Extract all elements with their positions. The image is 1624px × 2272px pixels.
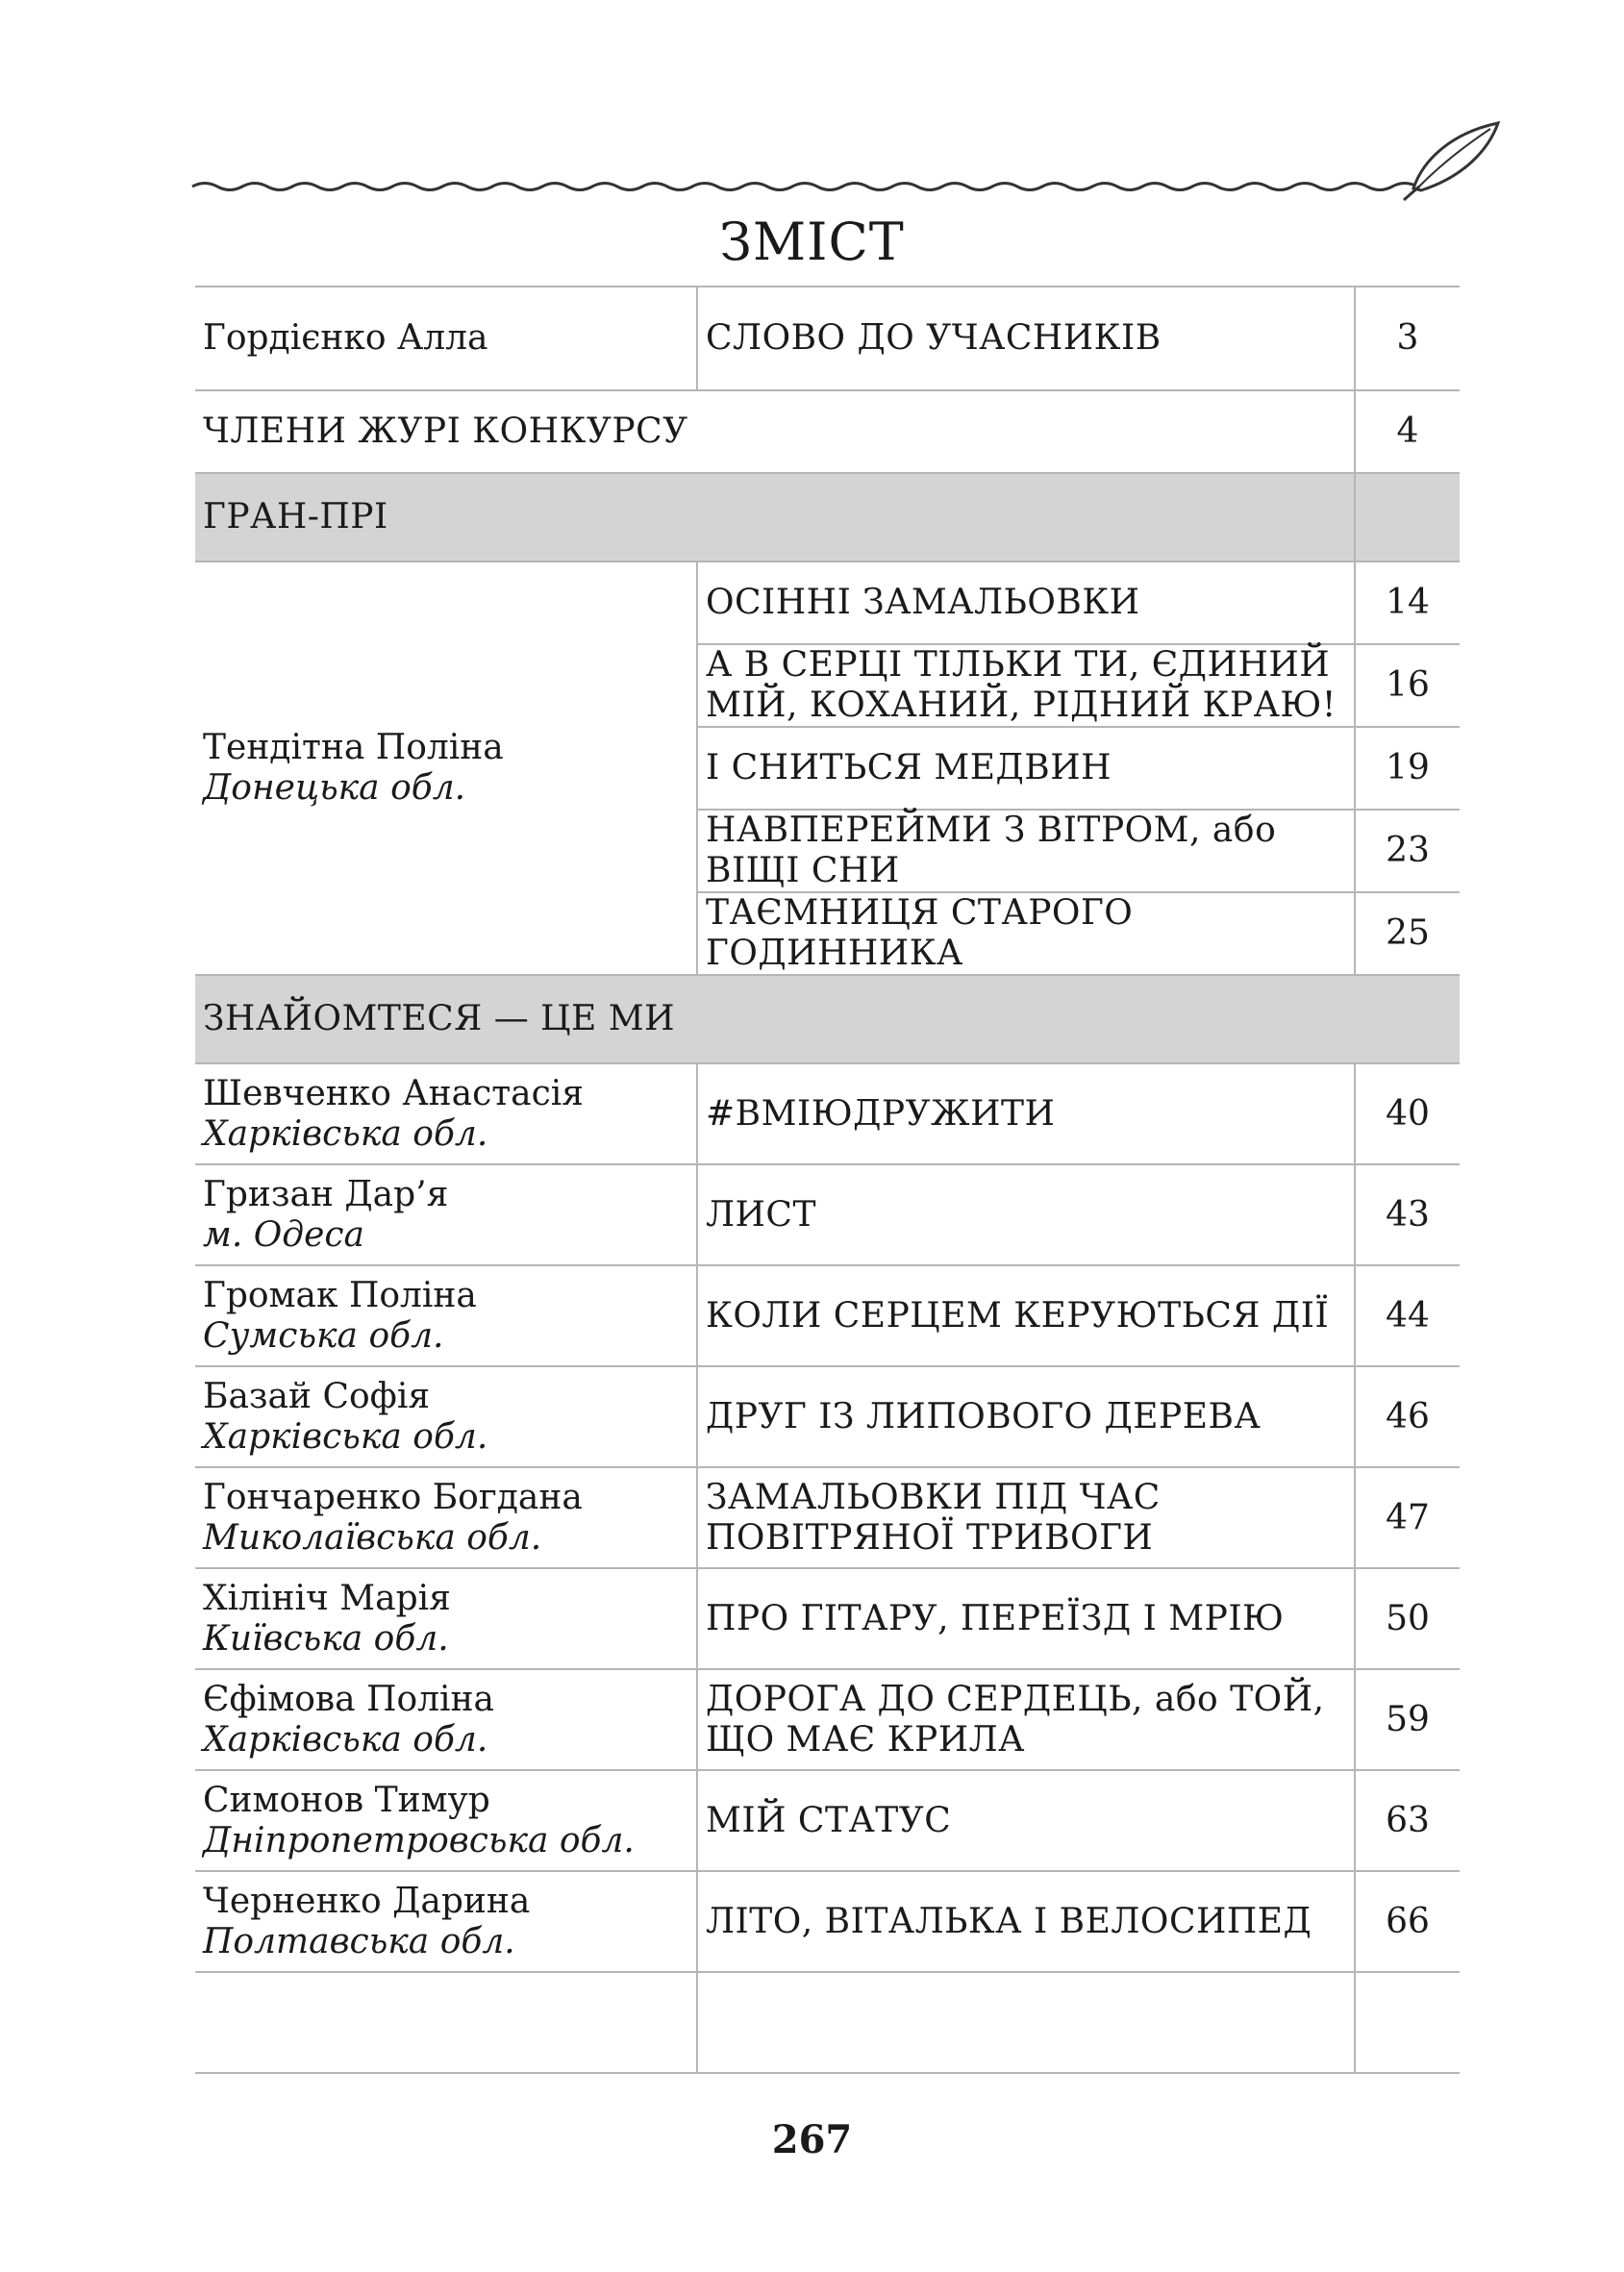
table-of-contents	[195, 286, 1460, 2074]
page-ref: 14	[1355, 562, 1460, 644]
author-region: Харківська обл.	[203, 1113, 488, 1154]
table-row	[195, 1063, 1460, 1164]
author-name: Гончаренко Богдана	[203, 1477, 583, 1517]
section-heading: ГРАН-ПРІ	[195, 473, 1355, 562]
page-ref: 19	[1355, 727, 1460, 810]
author-name: Черненко Дарина	[203, 1881, 531, 1921]
page-ref	[1355, 1972, 1460, 2073]
page-ref: 40	[1355, 1063, 1460, 1164]
section-row	[195, 473, 1460, 562]
author-cell	[195, 1871, 697, 1972]
table-row	[195, 1265, 1460, 1366]
page-ref: 25	[1355, 892, 1460, 975]
author-cell	[195, 287, 697, 390]
wave-ornament-with-quill-icon	[187, 113, 1505, 210]
work-title: ЧЛЕНИ ЖУРІ КОНКУРСУ	[195, 390, 1355, 473]
work-title: ТАЄМНИЦЯ СТАРОГО ГОДИННИКА	[697, 892, 1355, 975]
table-row	[195, 1770, 1460, 1871]
quill-icon	[1404, 123, 1498, 200]
table-row	[195, 1467, 1460, 1568]
author-region: Донецька обл.	[203, 768, 466, 808]
author-name: Єфімова Поліна	[203, 1679, 494, 1719]
work-title	[697, 1972, 1355, 2073]
page-ref: 4	[1355, 390, 1460, 473]
table-row	[195, 1871, 1460, 1972]
page-ref: 16	[1355, 644, 1460, 727]
author-name: Гризан Дар’я	[203, 1174, 449, 1214]
work-title: ДРУГ ІЗ ЛИПОВОГО ДЕРЕВА	[697, 1366, 1355, 1467]
author-region: Сумська обл.	[203, 1315, 444, 1356]
author-region: Київська обл.	[203, 1618, 449, 1659]
page-number: 267	[771, 2117, 853, 2162]
author-cell	[195, 1366, 697, 1467]
section-heading: ЗНАЙОМТЕСЯ — ЦЕ МИ	[195, 975, 1460, 1063]
author-name: Базай Софія	[203, 1376, 431, 1416]
section-page-empty	[1355, 473, 1460, 562]
work-title: КОЛИ СЕРЦЕМ КЕРУЮТЬСЯ ДІЇ	[697, 1265, 1355, 1366]
table-row	[195, 562, 1460, 644]
author-cell	[195, 1568, 697, 1669]
author-region: Харківська обл.	[203, 1416, 488, 1457]
work-title: ЗАМАЛЬОВКИ ПІД ЧАС ПОВІТРЯНОЇ ТРИВОГИ	[697, 1467, 1355, 1568]
table-row	[195, 1972, 1460, 2073]
table-row	[195, 1366, 1460, 1467]
page-ref: 66	[1355, 1871, 1460, 1972]
table-row	[195, 1164, 1460, 1265]
author-name: Гордієнко Алла	[203, 318, 488, 358]
work-title: І СНИТЬСЯ МЕДВИН	[697, 727, 1355, 810]
work-title: #ВМІЮДРУЖИТИ	[697, 1063, 1355, 1164]
table-row	[195, 1669, 1460, 1770]
work-title: НАВПЕРЕЙМИ З ВІТРОМ, або ВІЩІ СНИ	[697, 810, 1355, 892]
work-title: ДОРОГА ДО СЕРДЕЦЬ, або ТОЙ, ЩО МАЄ КРИЛА	[697, 1669, 1355, 1770]
author-name: Громак Поліна	[203, 1275, 477, 1315]
page-ref: 46	[1355, 1366, 1460, 1467]
author-cell	[195, 1164, 697, 1265]
work-title: ПРО ГІТАРУ, ПЕРЕЇЗД І МРІЮ	[697, 1568, 1355, 1669]
page-ref: 3	[1355, 287, 1460, 390]
work-title: ЛИСТ	[697, 1164, 1355, 1265]
work-title: МІЙ СТАТУС	[697, 1770, 1355, 1871]
author-region: Полтавська обл.	[203, 1921, 515, 1961]
table-row	[195, 390, 1460, 473]
page-ref: 43	[1355, 1164, 1460, 1265]
author-cell	[195, 1770, 697, 1871]
page-ref: 50	[1355, 1568, 1460, 1669]
author-cell	[195, 562, 697, 975]
author-cell	[195, 1972, 697, 2073]
author-cell	[195, 1669, 697, 1770]
page-ref: 23	[1355, 810, 1460, 892]
author-name: Тендітна Поліна	[203, 728, 504, 767]
author-region: м. Одеса	[203, 1214, 364, 1255]
page-ref: 63	[1355, 1770, 1460, 1871]
page-title: ЗМІСТ	[719, 212, 905, 272]
author-cell	[195, 1265, 697, 1366]
work-title: ОСІННІ ЗАМАЛЬОВКИ	[697, 562, 1355, 644]
section-row	[195, 975, 1460, 1063]
author-region: Дніпропетровська обл.	[203, 1820, 635, 1860]
author-name: Хілініч Марія	[203, 1578, 451, 1618]
page-ref: 44	[1355, 1265, 1460, 1366]
table-row	[195, 1568, 1460, 1669]
author-cell	[195, 1063, 697, 1164]
work-title: А В СЕРЦІ ТІЛЬКИ ТИ, ЄДИНИЙ МІЙ, КОХАНИЙ, РІДНИЙ КРАЮ!	[697, 644, 1355, 727]
author-name: Шевченко Анастасія	[203, 1073, 585, 1113]
author-cell	[195, 1467, 697, 1568]
author-region: Миколаївська обл.	[203, 1517, 542, 1558]
work-title: СЛОВО ДО УЧАСНИКІВ	[697, 287, 1355, 390]
author-name: Симонов Тимур	[203, 1780, 490, 1820]
table-row	[195, 287, 1460, 390]
work-title: ЛІТО, ВІТАЛЬКА І ВЕЛОСИПЕД	[697, 1871, 1355, 1972]
author-region: Харківська обл.	[203, 1719, 488, 1760]
page-ref: 47	[1355, 1467, 1460, 1568]
page-ref: 59	[1355, 1669, 1460, 1770]
